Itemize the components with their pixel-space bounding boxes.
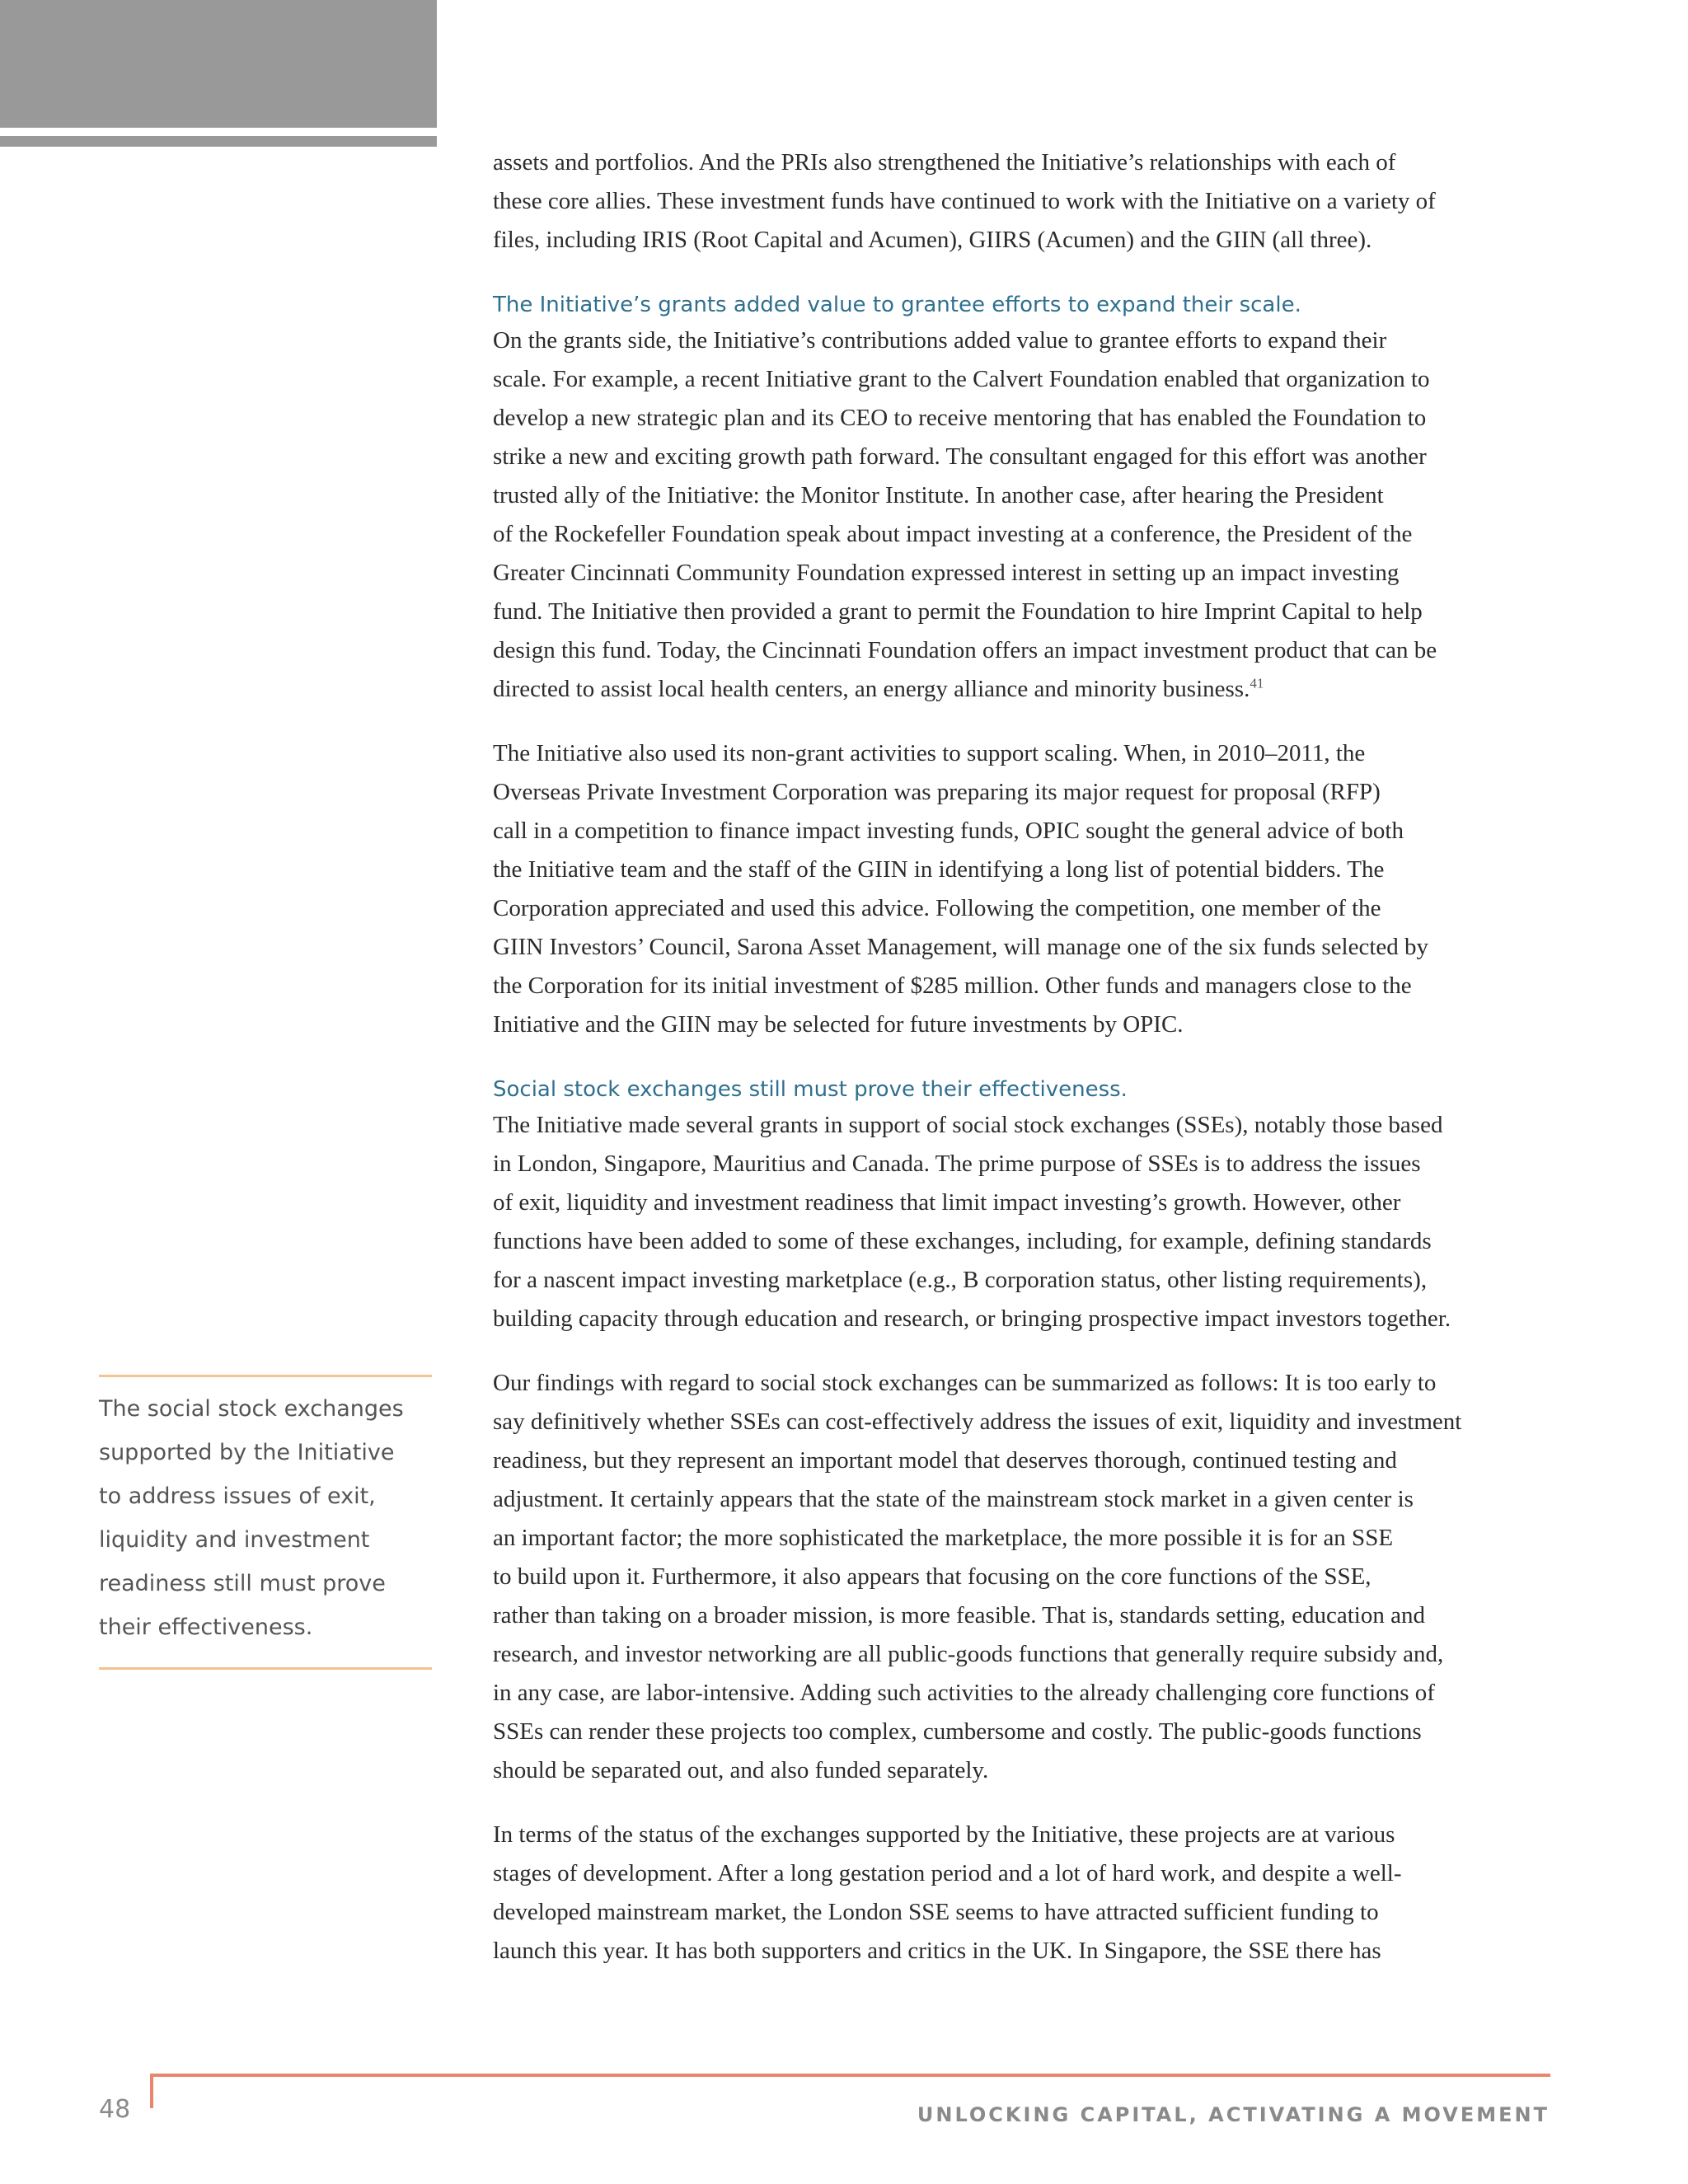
footer-rule-tick <box>150 2074 153 2108</box>
pullquote-text: The social stock exchanges supported by the Initiative to address issues of exit, liquidity and investment readiness still must prove their effectiveness. <box>99 1396 404 1640</box>
header-gray-block <box>0 0 437 128</box>
footnote-marker[interactable]: 41 <box>1250 675 1264 691</box>
section-heading: The Initiative’s grants added value to grantee efforts to expand their scale. <box>493 293 1301 317</box>
body-paragraph: Our findings with regard to social stock exchanges can be summarized as follows: It is too early to say definitively whether SSEs can cost-effectively address the issues of exit, liquidity and investment readiness, but they represent an important model that deserves thorough, continued testing and adjustment. It certainly appears that the state of the mainstream stock market in a given center is an important factor; the more sophisticated the marketplace, the more possible it is for an SSE to build upon it. Furthermore, it also appears that focusing on the core functions of the SSE, rather than taking on a broader mission, is more feasible. That is, standards setting, education and research, and investor networking are all public-goods functions that generally require subsidy and, in any case, are labor-intensive. Adding such activities to the already challenging core functions of SSEs can render these projects too complex, cumbersome and costly. The public-goods functions should be separated out, and also funded separately. <box>493 1370 1462 1783</box>
pullquote <box>99 1375 432 1670</box>
header-gray-rule <box>0 136 437 147</box>
body-paragraph: The Initiative made several grants in support of social stock exchanges (SSEs), notably those based in London, Singapore, Mauritius and Canada. The prime purpose of SSEs is to address the issues of exit, liquidity and investment readiness that limit impact investing’s growth. However, other functions have been added to some of these exchanges, including, for example, defining standards for a nascent impact investing marketplace (e.g., B corporation status, other listing requirements), building capacity through education and research, or bringing prospective impact investors together. <box>493 1112 1451 1332</box>
body-paragraph: assets and portfolios. And the PRIs also strengthened the Initiative’s relationships with each of these core allies. These investment funds have continued to work with the Initiative on a variety of files, including IRIS (Root Capital and Acumen), GIIRS (Acumen) and the GIIN (all three). <box>493 149 1436 253</box>
page-number: 48 <box>99 2095 131 2124</box>
body-paragraph <box>493 321 1556 709</box>
body-paragraph: The Initiative also used its non-grant activities to support scaling. When, in 2010–2011, the Overseas Private Investment Corporation was preparing its major request for proposal (RFP) call in a competition to finance impact investing funds, OPIC sought the general advice of both the Initiative team and the staff of the GIIN in identifying a long list of potential bidders. The Corporation appreciated and used this advice. Following the competition, one member of the GIIN Investors’ Council, Sarona Asset Management, will manage one of the six funds selected by the Corporation for its initial investment of $285 million. Other funds and managers close to the Initiative and the GIIN may be selected for future investments by OPIC. <box>493 740 1429 1038</box>
body-paragraph: In terms of the status of the exchanges supported by the Initiative, these projects are at various stages of development. After a long gestation period and a lot of hard work, and despite a well- developed mainstream market, the London SSE seems to have attracted sufficient funding to launch this year. It has both supporters and critics in the UK. In Singapore, the SSE there has <box>493 1821 1402 1964</box>
body-paragraph-text: On the grants side, the Initiative’s contributions added value to grantee efforts to expand their scale. For example, a recent Initiative grant to the Calvert Foundation enabled that organization to develop a new strategic plan and its CEO to receive mentoring that has enabled the Foundation to strike a new and exciting growth path forward. The consultant engaged for this effort was another trusted ally of the Initiative: the Monitor Institute. In another case, after hearing the President of the Rockefeller Foundation speak about impact investing at a conference, the President of the Greater Cincinnati Community Foundation expressed interest in setting up an impact investing fund. The Initiative then provided a grant to permit the Foundation to hire Imprint Capital to help design this fund. Today, the Cincinnati Foundation offers an impact investment product that can be directed to assist local health centers, an energy alliance and minority business. <box>493 327 1437 702</box>
pullquote-bottom-rule <box>99 1667 432 1670</box>
running-title: UNLOCKING CAPITAL, ACTIVATING A MOVEMENT <box>917 2103 1550 2126</box>
section-heading: Social stock exchanges still must prove their effectiveness. <box>493 1077 1128 1102</box>
footer-rule <box>150 2074 1550 2077</box>
main-text-column <box>493 143 1556 1996</box>
